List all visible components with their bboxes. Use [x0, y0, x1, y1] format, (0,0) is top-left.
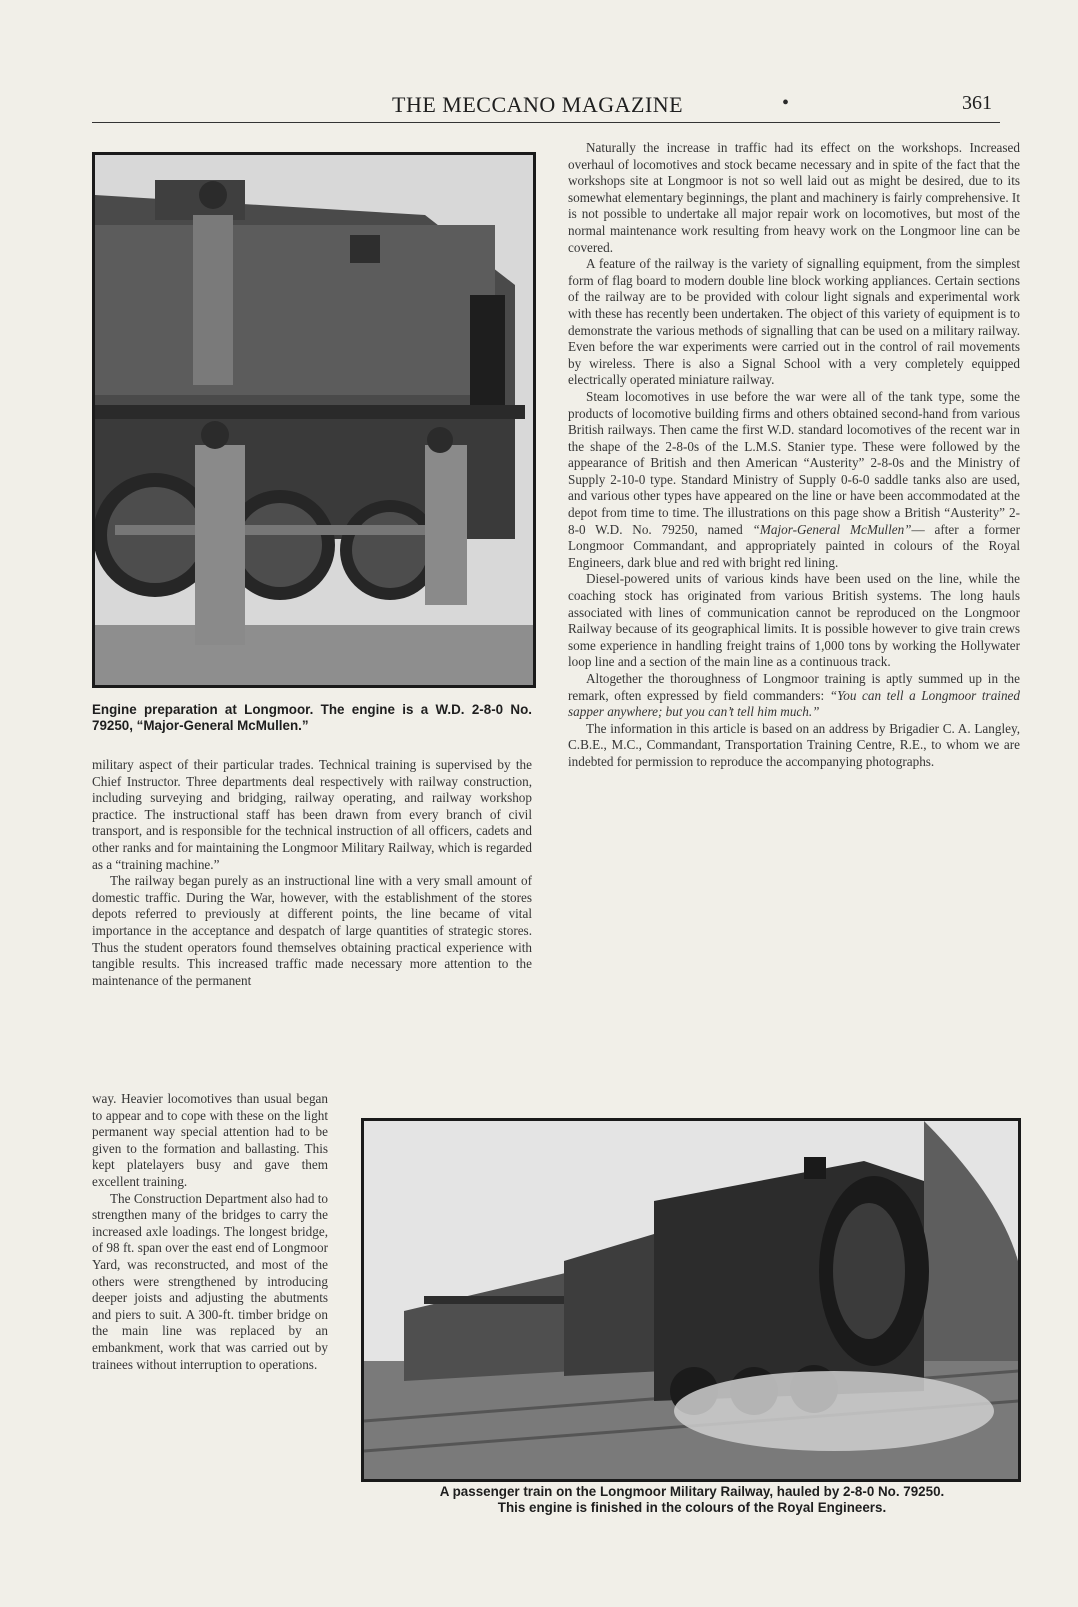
passenger-train-caption — [352, 1484, 1032, 1516]
engine-preparation-caption: Engine preparation at Longmoor. The engine is a W.D. 2-8-0 No. 79250, “Major-General McMullen.” — [92, 702, 532, 733]
engine-name-italic: “Major-General McMullen” — [752, 521, 912, 537]
engine-preparation-photo — [92, 152, 536, 688]
left-column-narrow — [92, 1091, 328, 1373]
right-paragraph-3 — [568, 389, 1020, 572]
passenger-train-caption-line-1: A passenger train on the Longmoor Military Railway, hauled by 2-8-0 No. 79250. — [439, 1484, 945, 1499]
right-paragraph-5 — [568, 671, 1020, 721]
right-paragraph-3-end: — after a former Longmoor Commandant, and appropriately painted in colours of the Royal Engineers, dark blue and red with bright red lining. — [568, 521, 1021, 570]
right-paragraph-1: Naturally the increase in traffic had its effect on the workshops. Increased overhaul of locomotives and stock became necessary and in spite of the fact that the workshops site at Longmoor is not so well laid out as might be desired, due to its somewhat elementary beginnings, the plant and machinery is fairly comprehensive. It is not possible to undertake all major repair work on locomotives, but most of the normal maintenance work resulting from heavy work on the Longmoor line can be covered. — [568, 140, 1020, 255]
left-paragraph-3: The Construction Department also had to strengthen many of the bridges to carry the increased axle loadings. The longest bridge, of 98 ft. span over the east end of Longmoor Yard, was reconstructed, and most of the others were strengthened by introducing deeper joists and adjusting the abutments and piers to suit. A 300-ft. timber bridge on the main line was replaced by an embankment, work that was carried out by trainees without interruption to operations. — [92, 1190, 328, 1372]
left-paragraph-1: military aspect of their particular trades. Technical training is supervised by the Chief Instructor. Three departments deal respectively with railway construction, including surveying and bridging, railway operating, and railway workshop practice. The instructional staff has been drawn from every branch of civil transport, and is responsible for the technical instruction of all officers, cadets and other ranks and for maintaining the Longmoor Military Railway, which is regarded as a “training machine.” — [92, 757, 532, 872]
page-number: 361 — [962, 92, 992, 114]
passenger-train-caption-line-2: This engine is finished in the colours of the Royal Engineers. — [497, 1500, 887, 1515]
right-paragraph-4: Diesel-powered units of various kinds have been used on the line, while the coaching stock has originated from various British systems. The long hauls associated with lines of communication cannot be reproduced on the Longmoor Railway because of its geographical limits. It is possible however to give train crews some experience in handling freight trains of 1,000 tons by working the Hollywater loop line and a section of the main line as a continuous track. — [568, 571, 1020, 670]
left-paragraph-2: The railway began purely as an instructional line with a very small amount of domestic traffic. During the War, however, with the establishment of the stores depots referred to previously at different points, the line became of vital importance in the acceptance and despatch of large quantities of strategic stores. Thus the student operators found themselves obtaining practical experience with tangible results. This increased traffic made necessary more attention to the maintenance of the permanent — [92, 873, 532, 988]
right-paragraph-5-text: Altogether the thoroughness of Longmoor training is aptly summed up in the remark, often expressed by field commanders: — [568, 671, 1020, 703]
header-mark: • — [782, 92, 790, 114]
passenger-train-photo — [361, 1118, 1021, 1482]
right-paragraph-3-text: Steam locomotives in use before the war were all of the tank type, some the products of locomotive building firms and others obtained second-hand from various British railways. Then came the first W.D. standard locomotives of the recent war in the shape of the 2-8-0s of the L.M.S. Stanier type. These were followed by the appearance of British and then American “Austerity” 2-8-0s and the Ministry of Supply 2-10-0 type. Standard Ministry of Supply 0-6-0 saddle tanks also are used, and various other types have appeared on the line or have been accommodated at the depot from time to time. The illustrations on this page show a British “Austerity” 2-8-0 W.D. No. 79250, named — [568, 388, 1020, 537]
magazine-title: THE MECCANO MAGAZINE — [392, 92, 684, 117]
right-column — [568, 140, 1020, 771]
left-column — [92, 757, 532, 989]
right-paragraph-2: A feature of the railway is the variety of signalling equipment, from the simplest form of flag board to modern double line block working appliances. Certain sections of the railway are to be provided with colour light signals and experimental work with these has recently been undertaken. The object of this variety of equipment is to demonstrate the various methods of signalling that can be used on a military railway. Even before the war experiments were carried out in the control of rail movements by wireless. There is also a Signal School with a very completely equipped electrically operated miniature railway. — [568, 256, 1020, 388]
right-paragraph-6: The information in this article is based on an address by Brigadier C. A. Langley, C.B.E., M.C., Commandant, Transportation Training Centre, R.E., to whom we are indebted for permission to reproduce the accompanying photographs. — [568, 720, 1020, 769]
sapper-quote-italic: “You can tell a Longmoor trained sapper anywhere; but you can’t tell him much.” — [568, 687, 1020, 720]
left-paragraph-2-continued: way. Heavier locomotives than usual began to appear and to cope with these on the light permanent way special attention had to be given to the formation and ballasting. This kept platelayers busy and gave them excellent training. — [92, 1091, 328, 1189]
page-header — [92, 88, 1000, 123]
